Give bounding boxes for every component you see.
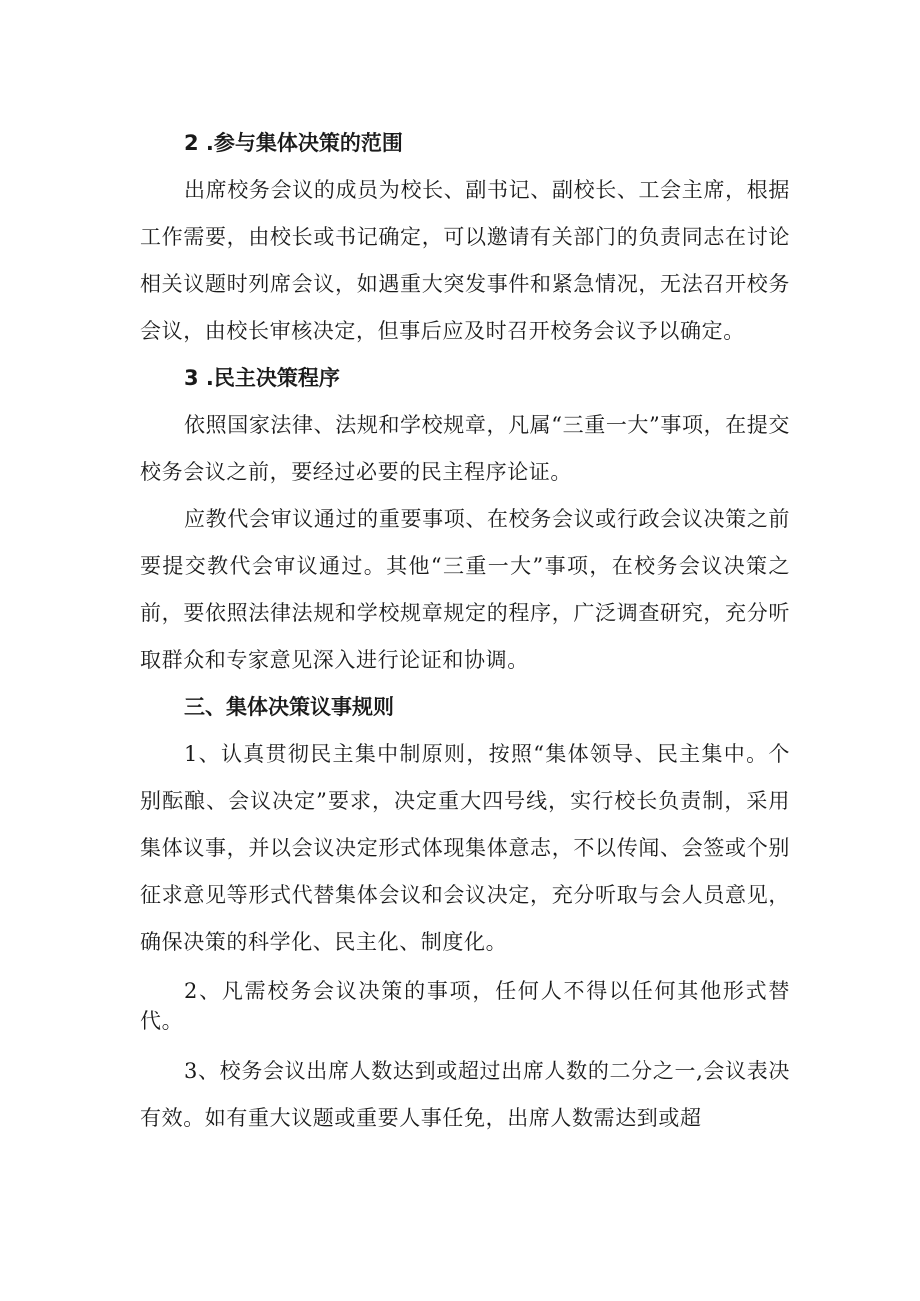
paragraph: 应教代会审议通过的重要事项、在校务会议或行政会议决策之前要提交教代会审议通过。其他“三重一大”事项，在校务会议决策之前，要依照法律法规和学校规章规定的程序，广泛调查研究，充分听取群众和专家意见深入进行论证和协调。 [140,507,790,672]
section-heading: 3 .民主决策程序 [184,366,340,390]
paragraph: 2、凡需校务会议决策的事项，任何人不得以任何其他形式替代。 [140,979,790,1033]
paragraph: 3、校务会议出席人数达到或超过出席人数的二分之一,会议表决有效。如有重大议题或重要人事任免，出席人数需达到或超 [140,1059,790,1130]
paragraph: 依照国家法律、法规和学校规章，凡属“三重一大”事项，在提交校务会议之前，要经过必要的民主程序论证。 [140,413,790,484]
section-heading: 三、集体决策议事规则 [184,695,394,719]
section-heading: 2 .参与集体决策的范围 [184,131,403,155]
paragraph: 出席校务会议的成员为校长、副书记、副校长、工会主席，根据工作需要，由校长或书记确定，可以邀请有关部门的负责同志在讨论相关议题时列席会议，如遇重大突发事件和紧急情况，无法召开校务会议，由校长审核决定，但事后应及时召开校务会议予以确定。 [140,178,790,343]
paragraph: 1、认真贯彻民主集中制原则，按照“集体领导、民主集中。个别酝酿、会议决定”要求，决定重大四号线，实行校长负责制，采用集体议事，并以会议决定形式体现集体意志，不以传闻、会签或个别征求意见等形式代替集体会议和会议决定，充分听取与会人员意见，确保决策的科学化、民主化、制度化。 [140,742,790,954]
document-page [140,120,790,1142]
